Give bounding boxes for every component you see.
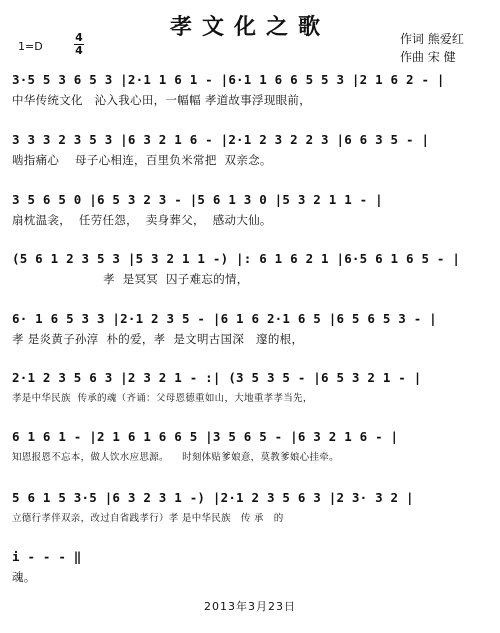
time-sig-bottom: 4	[75, 44, 83, 57]
notes-line: (5 6 1 2 3 5 3 |5 3 2 1 1 -) |: 6 1 6 2 1 |6·5 6 1 6 5 - |	[12, 251, 461, 266]
notes-line: 6 1 6 1 - |2 1 6 1 6 6 5 |3 5 6 5 - |6 3 2 1 6 - |	[12, 429, 399, 444]
song-title: 孝文化之歌	[169, 15, 330, 40]
notes-line: 3·5 5 3 6 5 3 |2·1 1 6 1 - |6·1 1 6 6 5 5 3 |2 1 6 2 - |	[12, 72, 445, 87]
lyrics-line: 中华传统文化 沁入我心田，一幅幅 孝道故事浮现眼前，	[12, 93, 312, 107]
lyrics-line: 立德行孝伴双亲，改过自省践孝行）孝 是中华民族 传 承 的	[12, 513, 284, 524]
notes-line: 3 3 3 2 3 5 3 |6 3 2 1 6 - |2·1 2 3 2 2 3 |6 6 3 5 - |	[12, 132, 430, 147]
notes-line: 2·1 2 3 5 6 3 |2 3 2 1 - :| (3 5 3 5 - |6 5 3 2 1 - |	[12, 370, 422, 385]
time-sig-top: 4	[75, 31, 83, 44]
lyrics-line: 孝 是冥冥 囚子难忘的情，	[12, 272, 249, 286]
notes-line: 3 5 6 5 0 |6 5 3 2 3 - |5 6 1 3 0 |5 3 2 1 1 - |	[12, 192, 383, 207]
lyricist: 作词 熊爱红	[400, 32, 464, 46]
lyrics-line: 孝是中华民族 传承的魂（齐诵：父母恩德重如山，大地重孝孝当先，	[12, 393, 313, 404]
lyrics-line: 魂。	[12, 570, 36, 584]
composer: 作曲 宋 健	[400, 50, 456, 64]
lyrics-line: 孝 是炎黄子孙淳 朴的爱，孝 是文明古国深 邃的根，	[12, 332, 304, 346]
key-signature: 1=D	[18, 40, 43, 53]
composition-date: 2013年3月23日	[204, 600, 296, 613]
time-signature	[74, 33, 84, 56]
notes-line: 5 6 1 5 3·5 |6 3 2 3 1 -) |2·1 2 3 5 6 3 |2 3· 3 2 |	[12, 490, 414, 505]
lyrics-line: 扇枕温衾， 任劳任怨， 卖身葬父， 感动大仙。	[12, 213, 272, 227]
notes-line: i - - - ‖	[12, 549, 82, 564]
lyrics-line: 知恩报恩不忘本，做人饮水应思源。 时刻体贴爹娘意，莫教爹娘心挂牵。	[12, 452, 339, 463]
notes-line: 6· 1 6 5 3 3 |2·1 2 3 5 - |6 1 6 2·1 6 5 |6 5 6 5 3 - |	[12, 311, 437, 326]
lyrics-line: 啮指痛心 母子心相连，百里负米常把 双亲念。	[12, 153, 272, 167]
